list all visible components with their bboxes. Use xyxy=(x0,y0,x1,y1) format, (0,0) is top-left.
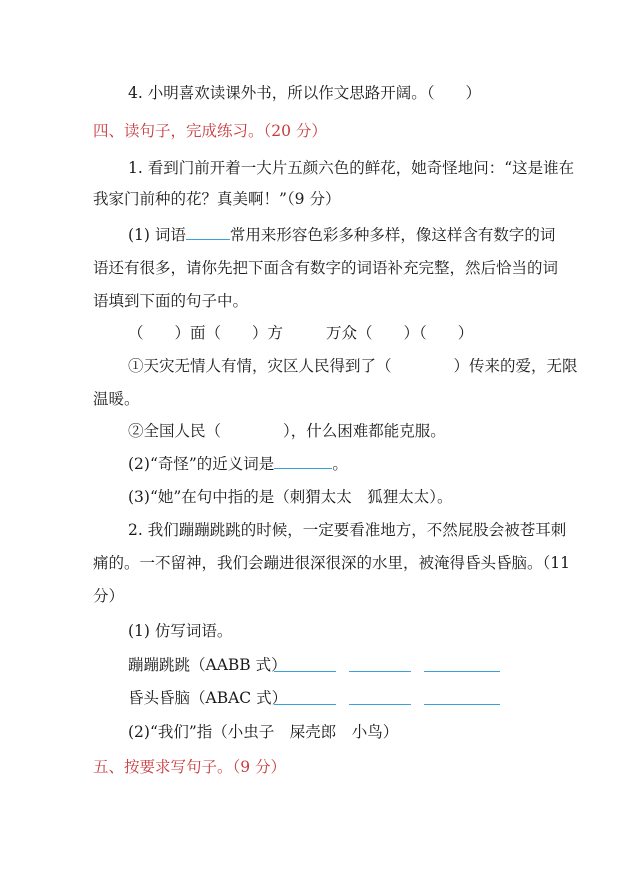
item-1-sub-1-line-3: 语填到下面的句子中。 xyxy=(93,292,249,310)
fill-word-a[interactable]: （ ）面（ ）方 xyxy=(128,324,284,342)
item-2-line-3: 分） xyxy=(93,587,125,605)
item-1-line-1: 1. 看到门前开着一大片五颜六色的鲜花，她奇怪地问：“这是谁在 xyxy=(128,159,575,177)
aabb-blank-3[interactable] xyxy=(424,657,500,672)
sub-2-suffix: 。 xyxy=(332,455,348,473)
item-2-sub-2: (2)“我们”指（小虫子 屎壳郎 小鸟） xyxy=(128,723,399,741)
abac-blank-2[interactable] xyxy=(349,690,411,705)
abac-row xyxy=(128,687,287,709)
aabb-label: 蹦蹦跳跳（AABB 式） xyxy=(128,656,287,674)
aabb-blank-1[interactable] xyxy=(274,657,336,672)
sentence-1-line-2: 温暖。 xyxy=(93,390,140,408)
sentence-1-line-1: ①天灾无情人有情，灾区人民得到了（ ）传来的爱，无限 xyxy=(128,357,578,375)
aabb-blank-2[interactable] xyxy=(349,657,411,672)
abac-blank-1[interactable] xyxy=(274,690,336,705)
item-1-sub-2 xyxy=(128,453,348,475)
abac-label: 昏头昏脑（ABAC 式） xyxy=(128,689,288,707)
answer-blank[interactable] xyxy=(186,225,230,240)
item-1-sub-1 xyxy=(128,224,555,246)
sub-1-suffix: 常用来形容色彩多种多样，像这样含有数字的词 xyxy=(229,226,556,244)
item-1-sub-3: (3)“她”在句中指的是（刺猬太太 狐狸太太）。 xyxy=(128,488,453,506)
sub-2-prefix: (2)“奇怪”的近义词是 xyxy=(128,455,275,473)
item-2-line-2: 痛的。一不留神，我们会蹦进很深很深的水里，被淹得昏头昏脑。（11 xyxy=(93,554,570,572)
abac-blank-3[interactable] xyxy=(424,690,500,705)
item-1-sub-1-line-2: 语还有很多，请你先把下面含有数字的词语补充完整，然后恰当的词 xyxy=(93,259,559,277)
section-5-heading: 五、按要求写句子。（9 分） xyxy=(93,758,287,776)
section-4-heading: 四、读句子，完成练习。（20 分） xyxy=(93,122,327,140)
fill-word-b[interactable]: 万众（ ）（ ） xyxy=(326,324,474,342)
item-1-line-2: 我家门前种的花？真美啊！”（9 分） xyxy=(93,190,341,208)
question-4: 4. 小明喜欢读课外书，所以作文思路开阔。（ ） xyxy=(128,84,481,102)
sub-1-prefix: (1) 词语 xyxy=(128,226,186,244)
sentence-2: ②全国人民（ ），什么困难都能克服。 xyxy=(128,422,446,440)
aabb-row xyxy=(128,654,287,676)
item-2-line-1: 2. 我们蹦蹦跳跳的时候，一定要看准地方，不然屁股会被苍耳刺 xyxy=(128,521,567,539)
answer-blank[interactable] xyxy=(274,454,332,469)
item-2-sub-1: (1) 仿写词语。 xyxy=(128,622,233,640)
